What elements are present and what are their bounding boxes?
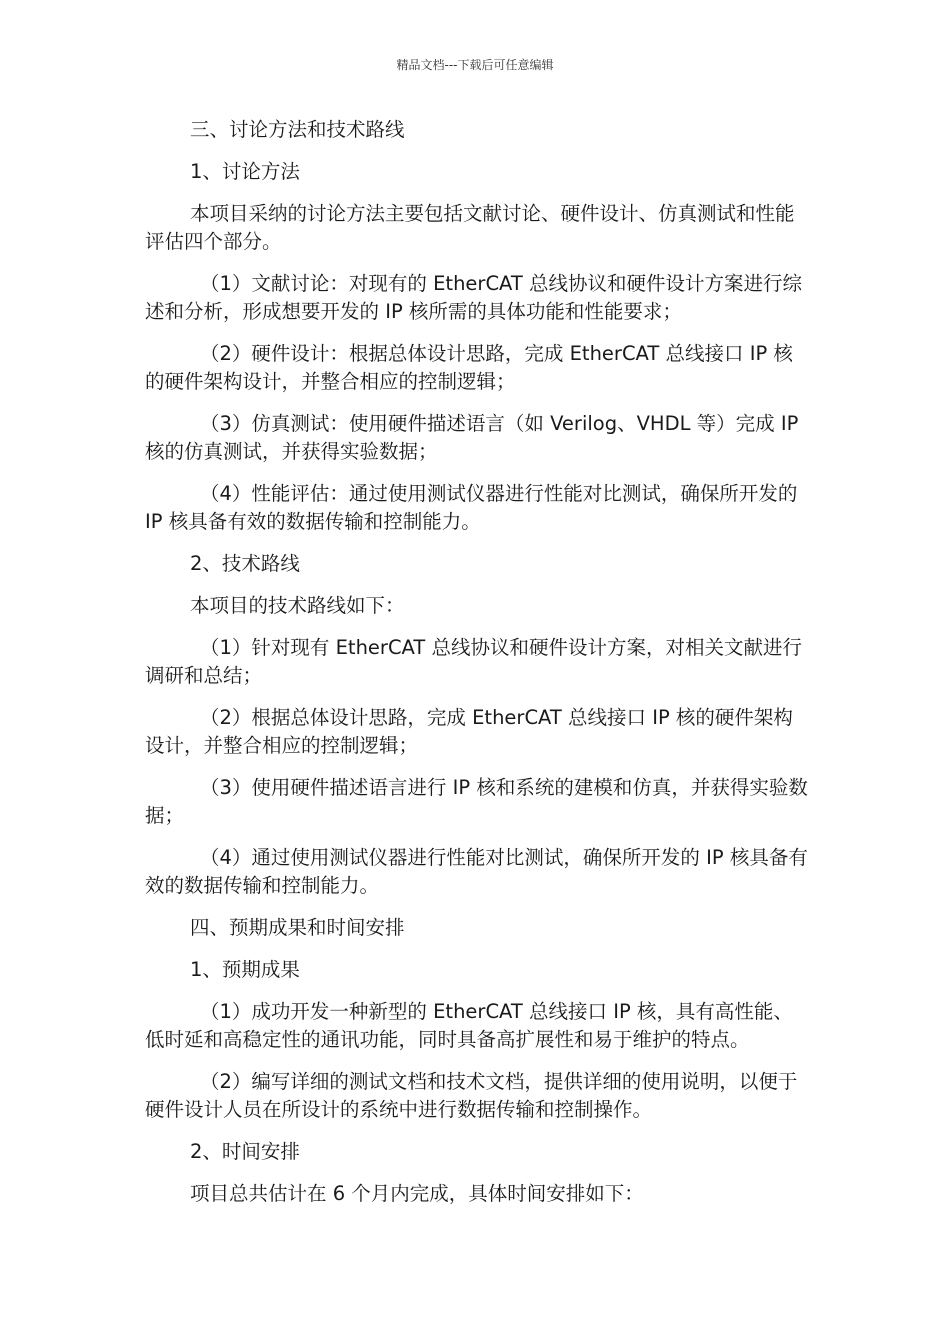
- document-body: [145, 116, 810, 1208]
- route-item-1: （1）针对现有 EtherCAT 总线协议和硬件设计方案，对相关文献进行调研和总结；: [145, 636, 802, 687]
- method-item-2: （2）硬件设计：根据总体设计思路，完成 EtherCAT 总线接口 IP 核的硬件架构设计，并整合相应的控制逻辑；: [145, 342, 793, 393]
- outcome-item-1: （1）成功开发一种新型的 EtherCAT 总线接口 IP 核，具有高性能、低时延和高稳定性的通讯功能，同时具备高扩展性和易于维护的特点。: [145, 1000, 793, 1051]
- section-4-title: 四、预期成果和时间安排: [190, 916, 405, 939]
- subsection-4-1-title: 1、预期成果: [190, 958, 300, 981]
- subsection-3-2-intro: 本项目的技术路线如下：: [190, 594, 405, 617]
- section-3-title: 三、讨论方法和技术路线: [190, 118, 405, 141]
- method-item-3: （3）仿真测试：使用硬件描述语言（如 Verilog、VHDL 等）完成 IP 核的仿真测试，并获得实验数据；: [145, 412, 799, 463]
- subsection-4-2-title: 2、时间安排: [190, 1140, 300, 1163]
- subsection-3-1-title: 1、讨论方法: [190, 160, 300, 183]
- page-header: 精品文档---下载后可任意编辑: [396, 58, 554, 72]
- subsection-3-2-title: 2、技术路线: [190, 552, 300, 575]
- method-item-1: （1）文献讨论：对现有的 EtherCAT 总线协议和硬件设计方案进行综述和分析，形成想要开发的 IP 核所需的具体功能和性能要求；: [145, 272, 802, 323]
- outcome-item-2: （2）编写详细的测试文档和技术文档，提供详细的使用说明，以便于硬件设计人员在所设计的系统中进行数据传输和控制操作。: [145, 1070, 798, 1121]
- route-item-4: （4）通过使用测试仪器进行性能对比测试，确保所开发的 IP 核具备有效的数据传输和控制能力。: [145, 846, 808, 897]
- route-item-2: （2）根据总体设计思路，完成 EtherCAT 总线接口 IP 核的硬件架构设计，并整合相应的控制逻辑；: [145, 706, 793, 757]
- subsection-4-2-intro: 项目总共估计在 6 个月内完成，具体时间安排如下：: [190, 1182, 644, 1205]
- route-item-3: （3）使用硬件描述语言进行 IP 核和系统的建模和仿真，并获得实验数据；: [145, 776, 808, 827]
- subsection-3-1-intro: 本项目采纳的讨论方法主要包括文献讨论、硬件设计、仿真测试和性能评估四个部分。: [145, 202, 795, 253]
- method-item-4: （4）性能评估：通过使用测试仪器进行性能对比测试，确保所开发的 IP 核具备有效的数据传输和控制能力。: [145, 482, 798, 533]
